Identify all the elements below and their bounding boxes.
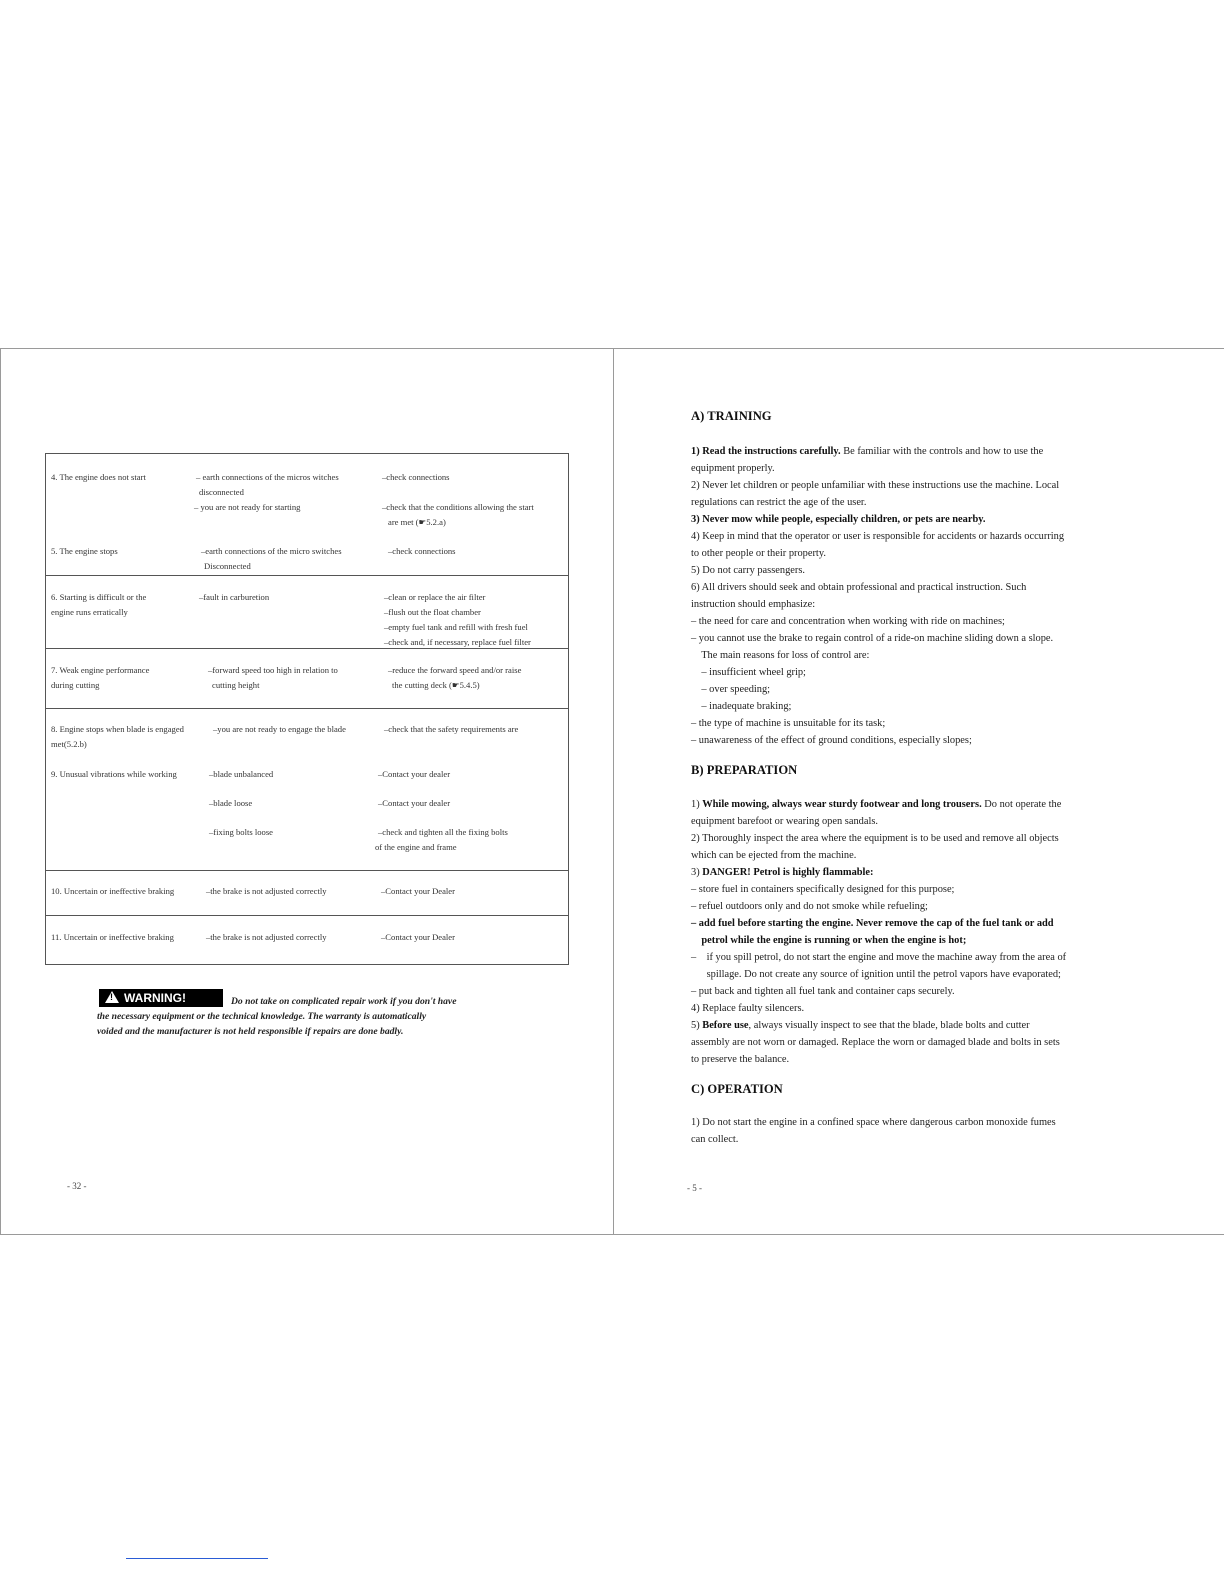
body-text: – insufficient wheel grip; — [691, 667, 806, 678]
training-line — [691, 698, 791, 715]
problem-text: engine runs erratically — [51, 607, 128, 617]
preparation-line — [691, 881, 954, 898]
remedy-text: –reduce the forward speed and/or raise — [388, 665, 522, 675]
preparation-line — [691, 1034, 1060, 1051]
emphasis-text: While mowing, always wear sturdy footwear and long trousers. — [702, 799, 982, 810]
warning-badge — [99, 989, 223, 1007]
cause-text: –earth connections of the micro switches — [201, 546, 342, 556]
body-text: 1) — [691, 799, 703, 810]
cause-text: –blade loose — [209, 798, 253, 808]
warning-text-line: Do not take on complicated repair work if you don't have — [231, 996, 457, 1007]
training-line — [691, 528, 1064, 545]
body-text: – you cannot use the brake to regain control of a ride-on machine sliding down a slope. — [691, 633, 1054, 644]
body-text: equipment barefoot or wearing open sandals. — [691, 816, 878, 827]
preparation-line — [691, 1017, 1030, 1034]
preparation-line — [691, 966, 1061, 983]
emphasis-text: petrol while the engine is running or when the engine is hot; — [691, 935, 967, 946]
preparation-line — [691, 1051, 789, 1068]
body-text: 5) — [691, 1020, 703, 1031]
remedy-text: –check and tighten all the fixing bolts — [378, 827, 508, 837]
training-line — [691, 494, 866, 511]
cause-text: – earth connections of the micros witches — [196, 472, 339, 482]
training-line — [691, 545, 826, 562]
row-divider — [46, 870, 568, 871]
emphasis-text: 1) Read the instructions carefully. — [691, 446, 841, 457]
section-heading-preparation: B) PREPARATION — [691, 763, 798, 777]
warning-text-line: the necessary equipment or the technical knowledge. The warranty is automatically — [97, 1011, 427, 1022]
body-text: Be familiar with the controls and how to use the — [840, 446, 1044, 457]
problem-text: 6. Starting is difficult or the — [51, 592, 147, 602]
remedy-text: –check and, if necessary, replace fuel filter — [384, 637, 531, 647]
page-divider — [613, 349, 614, 1234]
emphasis-text: DANGER! Petrol is highly flammable: — [702, 867, 874, 878]
troubleshooting-table — [45, 453, 569, 965]
section-heading-operation: C) OPERATION — [691, 1082, 783, 1096]
preparation-line — [691, 898, 928, 915]
page-number-left: - 32 - — [67, 1181, 87, 1191]
cause-text: – you are not ready for starting — [194, 502, 301, 512]
cause-text: disconnected — [199, 487, 244, 497]
page-spread — [0, 348, 1224, 1235]
preparation-line — [691, 932, 966, 949]
body-text: – refuel outdoors only and do not smoke while refueling; — [691, 901, 928, 912]
remedy-text: of the engine and frame — [375, 842, 457, 852]
training-line — [691, 647, 869, 664]
body-text: 5) Do not carry passengers. — [691, 565, 805, 576]
body-text: instruction should emphasize: — [691, 599, 816, 610]
training-line — [691, 681, 770, 698]
body-text: – inadequate braking; — [691, 701, 792, 712]
remedy-text: –check connections — [388, 546, 456, 556]
warning-text-line: voided and the manufacturer is not held responsible if repairs are done badly. — [97, 1026, 404, 1037]
body-text: 4) Replace faulty silencers. — [691, 1003, 805, 1014]
cause-text: –forward speed too high in relation to — [208, 665, 338, 675]
body-text: 2) Never let children or people unfamiliar with these instructions use the machine. Local — [691, 480, 1060, 491]
remedy-text: the cutting deck (☛5.4.5) — [392, 680, 480, 690]
remedy-text: –flush out the float chamber — [384, 607, 481, 617]
training-line — [691, 443, 1043, 460]
cause-text: –the brake is not adjusted correctly — [206, 932, 327, 942]
body-text: 4) Keep in mind that the operator or user is responsible for accidents or hazards occurring — [691, 531, 1065, 542]
problem-text: during cutting — [51, 680, 100, 690]
preparation-line — [691, 847, 856, 864]
problem-text: 10. Uncertain or ineffective braking — [51, 886, 175, 896]
warning-triangle-icon — [105, 991, 119, 1003]
body-text: 1) Do not start the engine in a confined space where dangerous carbon monoxide fumes — [691, 1117, 1056, 1128]
problem-text: 8. Engine stops when blade is engaged — [51, 724, 184, 734]
cause-text: cutting height — [212, 680, 260, 690]
cause-text: –the brake is not adjusted correctly — [206, 886, 327, 896]
training-line — [691, 715, 885, 732]
training-line — [691, 613, 1005, 630]
body-text: spillage. Do not create any source of ignition until the petrol vapors have evaporated; — [691, 969, 1061, 980]
training-line — [691, 562, 805, 579]
training-line — [691, 477, 1059, 494]
cause-text: Disconnected — [204, 561, 251, 571]
remedy-text: –check connections — [382, 472, 450, 482]
page-number-right: - 5 - — [687, 1183, 702, 1193]
preparation-line — [691, 796, 1061, 813]
remedy-text: –Contact your dealer — [378, 798, 451, 808]
cause-text: –you are not ready to engage the blade — [213, 724, 346, 734]
remedy-text: –clean or replace the air filter — [384, 592, 486, 602]
body-text: 2) Thoroughly inspect the area where the equipment is to be used and remove all objects — [691, 833, 1059, 844]
body-text: equipment properly. — [691, 463, 775, 474]
training-line — [691, 596, 815, 613]
body-text: – the need for care and concentration when working with ride on machines; — [691, 616, 1005, 627]
problem-text: 11. Uncertain or ineffective braking — [51, 932, 174, 942]
training-line — [691, 630, 1053, 647]
remedy-text: –empty fuel tank and refill with fresh fuel — [384, 622, 528, 632]
remedy-text: are met (☛5.2.a) — [388, 517, 446, 527]
body-text: which can be ejected from the machine. — [691, 850, 857, 861]
body-text: 3) — [691, 867, 703, 878]
body-text: can collect. — [691, 1134, 739, 1145]
body-text: The main reasons for loss of control are: — [691, 650, 870, 661]
body-text: – put back and tighten all fuel tank and container caps securely. — [691, 986, 955, 997]
body-text: to other people or their property. — [691, 548, 826, 559]
body-text: – store fuel in containers specifically designed for this purpose; — [691, 884, 955, 895]
operation-line — [691, 1114, 1056, 1131]
problem-text: 9. Unusual vibrations while working — [51, 769, 177, 779]
emphasis-text: Before use — [702, 1020, 749, 1031]
preparation-line — [691, 983, 955, 1000]
emphasis-text: 3) Never mow while people, especially children, or pets are nearby. — [691, 514, 986, 525]
row-divider — [46, 708, 568, 709]
preparation-line — [691, 949, 1066, 966]
preparation-line — [691, 1000, 804, 1017]
section-heading-training: A) TRAINING — [691, 409, 772, 423]
body-text: Do not operate the — [981, 799, 1062, 810]
remedy-text: –Contact your Dealer — [381, 932, 455, 942]
emphasis-text: – add fuel before starting the engine. Never remove the cap of the fuel tank or add — [691, 918, 1054, 929]
training-line — [691, 511, 985, 528]
cause-text: –fixing bolts loose — [209, 827, 273, 837]
problem-text: 7. Weak engine performance — [51, 665, 150, 675]
preparation-line — [691, 915, 1054, 932]
remedy-text: –check that the safety requirements are — [384, 724, 519, 734]
body-text: 6) All drivers should seek and obtain professional and practical instruction. Such — [691, 582, 1027, 593]
body-text: to preserve the balance. — [691, 1054, 790, 1065]
problem-text: 4. The engine does not start — [51, 472, 146, 482]
body-text: – the type of machine is unsuitable for its task; — [691, 718, 886, 729]
body-text: regulations can restrict the age of the user. — [691, 497, 867, 508]
body-text: – unawareness of the effect of ground conditions, especially slopes; — [691, 735, 972, 746]
row-divider — [46, 575, 568, 576]
problem-text: met(5.2.b) — [51, 739, 87, 749]
remedy-text: –Contact your Dealer — [381, 886, 455, 896]
preparation-line — [691, 830, 1059, 847]
body-text: – if you spill petrol, do not start the engine and move the machine away from the area of — [691, 952, 1067, 963]
link-underline — [126, 1558, 268, 1559]
body-text: , always visually inspect to see that the blade, blade bolts and cutter — [748, 1020, 1030, 1031]
body-text: assembly are not worn or damaged. Replace the worn or damaged blade and bolts in sets — [691, 1037, 1060, 1048]
training-line — [691, 732, 972, 749]
cause-text: –fault in carburetion — [199, 592, 270, 602]
preparation-line — [691, 813, 878, 830]
training-line — [691, 579, 1026, 596]
remedy-text: –check that the conditions allowing the start — [382, 502, 534, 512]
training-line — [691, 664, 806, 681]
problem-text: 5. The engine stops — [51, 546, 118, 556]
warning-badge-label: WARNING! — [124, 991, 186, 1005]
preparation-line — [691, 864, 874, 881]
body-text: – over speeding; — [691, 684, 771, 695]
cause-text: –blade unbalanced — [209, 769, 274, 779]
row-divider — [46, 915, 568, 916]
training-line — [691, 460, 775, 477]
operation-line — [691, 1131, 738, 1148]
remedy-text: –Contact your dealer — [378, 769, 451, 779]
